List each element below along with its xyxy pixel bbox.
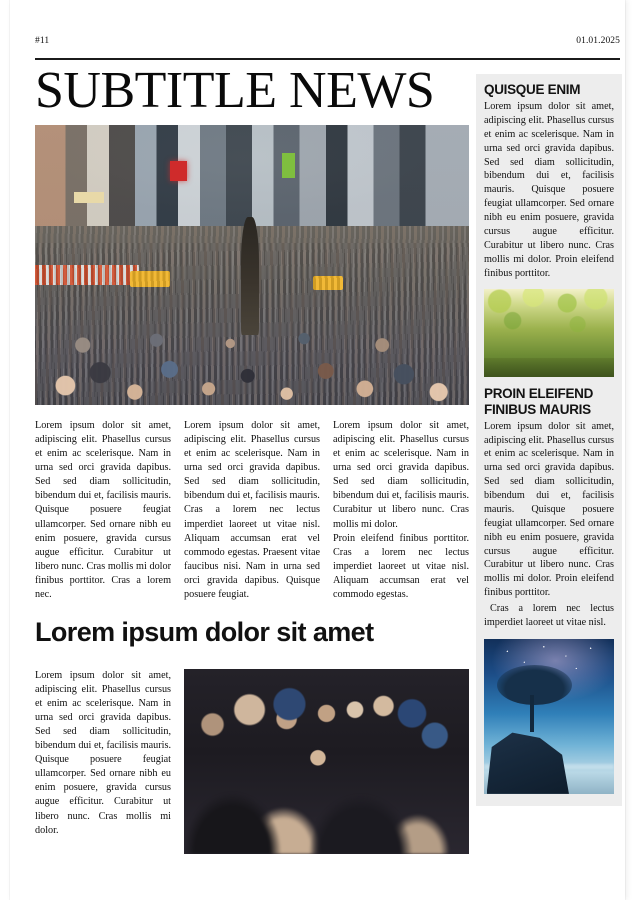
photo-sign-green (282, 153, 295, 178)
paragraph: Proin eleifend finibus porttitor. Cras a lorem nec lectus imperdiet laoreet ut vitae nisl. Aliquam accumsan erat vel commodo egestas. (333, 532, 469, 600)
paragraph: Lorem ipsum dolor sit amet, adipiscing elit. Phasellus cursus et enim ac scelerisque. Nam in urna sed orci gravida dapibus. Sed sed diam sollicitudin, bibendum dui et, facilisis mauris. Quisque posuere feugiat ullamcorper. Sed ornare nibh eu enim posuere, gravida cursus augue efficitur. Curabitur ut libero nunc. Cras mollis mi dolor. (35, 669, 171, 836)
sidebar-photo-tree (484, 639, 614, 794)
sidebar-paragraph: Lorem ipsum dolor sit amet, adipiscing elit. Phasellus cursus et enim ac scelerisque. Nam in urna sed orci gravida dapibus. Sed sed diam sollicitudin, bibendum dui et, facilisis mauris. Quisque posuere feugiat ullamcorper. Sed ornare nibh eu enim posuere, gravida cursus augue efficitur. Curabitur ut libero nunc. Cras mollis mi dolor. Proin eleifend finibus porttitor. (484, 101, 614, 279)
page-sheet (10, 0, 625, 900)
text-column-1 (35, 419, 171, 602)
main-content-column (35, 62, 469, 854)
photo-forest-floor (484, 358, 614, 377)
crowd-faces-photo (184, 669, 469, 854)
photo-statue (241, 217, 258, 335)
sidebar-heading-one: QUISQUE ENIM (484, 82, 581, 97)
masthead-divider (35, 58, 620, 60)
photo-tree-trunk (530, 695, 535, 732)
text-column-3 (333, 419, 469, 602)
masthead (35, 36, 620, 46)
sidebar-heading-two: PROIN ELEIFEND FINIBUS MAURIS (484, 386, 594, 417)
sidebar (476, 74, 622, 806)
paragraph: Lorem ipsum dolor sit amet, adipiscing elit. Phasellus cursus et enim ac scelerisque. Nam in urna sed orci gravida dapibus. Sed sed diam sollicitudin, bibendum dui et, facilisis mauris. Quisque posuere feugiat ullamcorper. Sed ornare nibh eu enim posuere, gravida cursus augue efficitur. Curabitur ut libero nunc. Cras mollis mi dolor finibus porttitor. Cras a lorem nec. (35, 419, 171, 600)
photo-billboards (35, 125, 469, 231)
paragraph: Lorem ipsum dolor sit amet, adipiscing elit. Phasellus cursus et enim ac scelerisque. Nam in urna sed orci gravida dapibus. Sed sed diam sollicitudin, bibendum dui et, facilisis mauris. Curabitur ut libero nunc. Cras mollis mi dolor. (333, 419, 469, 530)
paragraph: Cras a lorem nec lectus imperdiet laoreet ut vitae nisl. Aliquam accumsan erat vel commodo egestas. Praesent vitae faucibus nisi. Nam in urna sed orci gravida dapibus. Quisque posuere feugiat. (184, 504, 320, 600)
sidebar-paragraph: Cras a lorem nec lectus imperdiet laoreet ut vitae nisl. (484, 603, 614, 628)
photo-sign-yellow (74, 192, 104, 203)
bottom-text-column (35, 669, 171, 854)
sidebar-paragraph: Lorem ipsum dolor sit amet, adipiscing elit. Phasellus cursus et enim ac scelerisque. Nam in urna sed orci gravida dapibus. Sed sed diam sollicitudin, bibendum dui et, facilisis mauris. Quisque posuere feugiat ullamcorper. Sed ornare nibh eu enim posuere, gravida cursus augue efficitur. Curabitur ut libero nunc. Cras mollis mi dolor. Proin eleifend finibus porttitor. (484, 420, 614, 599)
sidebar-photo-forest (484, 289, 614, 377)
text-column-2 (184, 419, 320, 602)
bottom-photo (184, 669, 469, 854)
issue-number: #11 (35, 36, 50, 46)
bottom-row (35, 669, 469, 854)
photo-foreground-blur (184, 746, 469, 853)
paragraph: Lorem ipsum dolor sit amet, adipiscing elit. Phasellus cursus et enim ac scelerisque. Nam in urna sed orci gravida dapibus. Sed sed diam sollicitudin, bibendum dui et, facilisis mauris. (184, 419, 320, 502)
issue-date: 01.01.2025 (576, 36, 620, 46)
photo-sign-red (170, 161, 187, 181)
secondary-headline: Lorem ipsum dolor sit amet (35, 616, 374, 647)
three-column-text (35, 419, 469, 602)
page-title: SUBTITLE NEWS (35, 62, 435, 119)
city-crowd-photo (35, 125, 469, 405)
lone-tree-night-photo (484, 639, 614, 794)
forest-photo (484, 289, 614, 377)
lead-photo (35, 125, 469, 405)
